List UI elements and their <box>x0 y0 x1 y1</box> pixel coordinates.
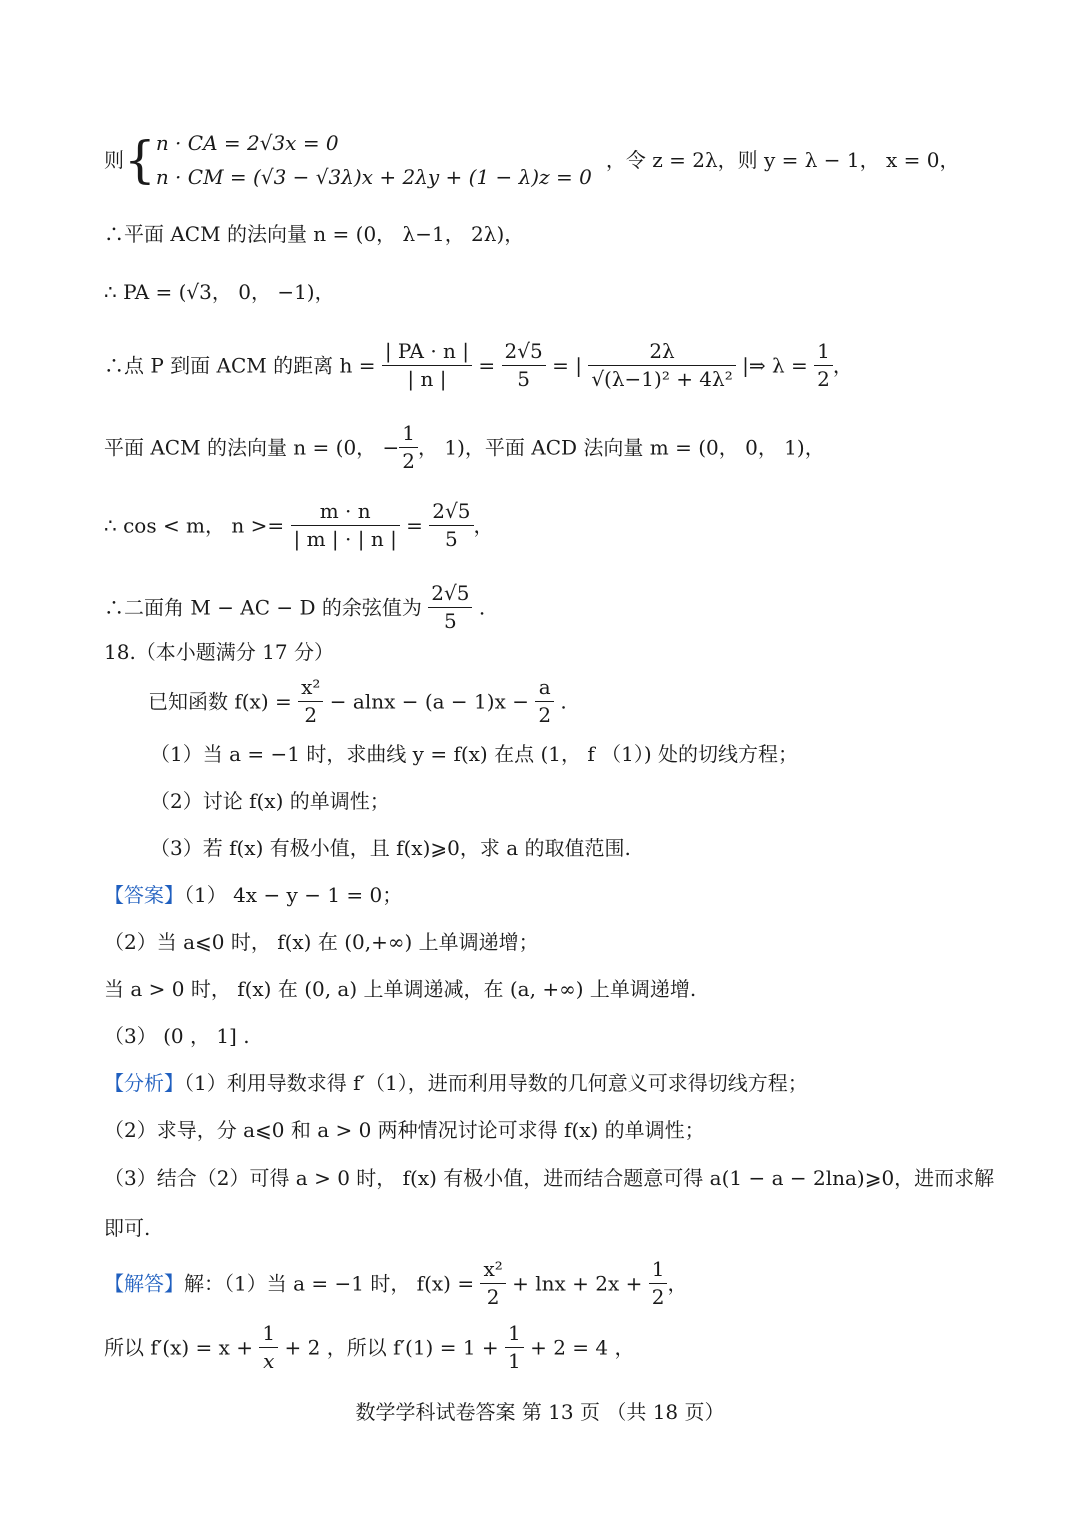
equation-system <box>156 126 592 194</box>
text-then: 则 <box>104 148 124 172</box>
equation-1: n · CA = 2√3x = 0 <box>155 131 339 155</box>
fraction-half <box>814 340 833 391</box>
question-18-part-1: （1）当 a = −1 时，求曲线 y = f(x) 在点 (1， f （1）) 处的切线方程； <box>150 742 798 766</box>
solution-line-1 <box>104 1258 687 1309</box>
numerator: 1 <box>508 1321 521 1345</box>
denominator: x <box>259 1347 278 1373</box>
fraction-x2-2 <box>298 676 323 727</box>
question-18-part-3: （3）若 f(x) 有极小值，且 f(x)⩾0，求 a 的取值范围. <box>150 836 631 860</box>
answer-line-1 <box>104 885 402 905</box>
text-given: 已知函数 f(x) = <box>148 689 292 714</box>
page-footer: 数学学科试卷答案 第 13 页 （共 18 页） <box>355 1400 725 1424</box>
denominator: 2 <box>535 701 554 727</box>
numerator: m · n <box>319 499 371 523</box>
text-dihedral: ∴二面角 M − AC − D 的余弦值为 <box>104 595 422 620</box>
text-let-z: ，令 z = 2λ，则 y = λ − 1， x = 0， <box>605 148 960 172</box>
analysis-tag: 【分析】 <box>104 1071 184 1095</box>
fraction-1-1 <box>505 1322 524 1373</box>
line-normal-vectors <box>104 422 825 473</box>
analysis-line-2: （2）求导，分 a⩽0 和 a > 0 两种情况讨论可求得 f(x) 的单调性； <box>104 1118 705 1142</box>
solution-tag: 【解答】 <box>104 1271 184 1296</box>
denominator: 5 <box>428 607 472 633</box>
answer-1: （1） 4x − y − 1 = 0； <box>184 883 403 907</box>
line-cosine: ∴ cos < m， n >= $\frac{m \cdot n}{| m | \cdot | n |}$ = $\frac{2√5}{5}$ ， <box>104 499 494 551</box>
text-cos: ∴ cos < m， n >= <box>104 513 285 538</box>
numerator: 1 <box>402 421 416 445</box>
answer-tag: 【答案】 <box>104 883 184 907</box>
analysis-line-1 <box>104 1073 808 1093</box>
answer-line-3: 当 a > 0 时， f(x) 在 (0, a) 上单调递减，在 (a, +∞) 上单调递增. <box>104 977 697 1001</box>
fraction-2root5-5 <box>502 340 546 391</box>
denominator: 2 <box>480 1283 505 1309</box>
denominator: | m | · | n | <box>291 525 400 551</box>
numerator: | PA · n | <box>384 339 470 363</box>
question-18-heading: 18.（本小题满分 17 分） <box>104 640 334 664</box>
solution-text-2c: + 2 = 4 ， <box>530 1335 635 1360</box>
denominator: 2 <box>649 1283 668 1309</box>
solution-text-1c: ， <box>667 1271 688 1296</box>
fraction-2root5-5 <box>428 582 472 633</box>
answer-line-4: （3） (0 ， 1] . <box>104 1024 250 1048</box>
line-vector-pa: ∴ PA = (√3， 0， −1)， <box>104 280 335 304</box>
denominator: 1 <box>505 1347 524 1373</box>
numerator: 1 <box>262 1321 276 1345</box>
solution-line-2 <box>104 1322 635 1373</box>
text-distance: ∴点 P 到面 ACM 的距离 h = <box>104 353 376 378</box>
numerator: 2√5 <box>431 581 470 605</box>
numerator: 1 <box>651 1257 665 1281</box>
analysis-line-4: 即可. <box>104 1216 151 1240</box>
solution-text-1b: + lnx + 2x + <box>512 1271 643 1296</box>
brace-icon: { <box>124 131 156 189</box>
solution-text-1: 解：（1）当 a = −1 时， f(x) = <box>184 1271 475 1296</box>
denominator: 2 <box>399 447 418 473</box>
fraction-1-x <box>259 1322 278 1373</box>
text-implies: ⇒ λ = <box>748 353 808 378</box>
numerator: 2√5 <box>504 339 543 363</box>
numerator: a <box>538 675 551 699</box>
text-normal-acm: 平面 ACM 的法向量 n = (0， − <box>104 435 400 460</box>
denominator: 5 <box>429 525 473 551</box>
numerator: 2λ <box>649 339 675 363</box>
numerator: x² <box>483 1257 503 1281</box>
denominator: 2 <box>814 365 833 391</box>
fraction-2root5-5 <box>429 500 473 551</box>
analysis-1: （1）利用导数求得 f′（1），进而利用导数的几何意义可求得切线方程； <box>184 1071 808 1095</box>
line-system <box>104 126 959 194</box>
fraction-mn <box>291 500 400 551</box>
fraction-lambda <box>588 340 735 391</box>
question-18-part-2: （2）讨论 f(x) 的单调性； <box>150 789 390 813</box>
line-dihedral: ∴二面角 M − AC − D 的余弦值为 $\frac{2√5}{5}$ . <box>104 581 486 633</box>
solution-text-2: 所以 f′(x) = x + <box>104 1335 254 1360</box>
denominator: √(λ−1)² + 4λ² <box>588 365 735 391</box>
analysis-line-3: （3）结合（2）可得 a > 0 时， f(x) 有极小值，进而结合题意可得 a(1 − a − 2lna)⩾0，进而求解 <box>104 1166 995 1190</box>
equation-2: n · CM = (√3 − √3λ)x + 2λy + (1 − λ)z = 0 <box>155 165 592 189</box>
text-normal-acd: ， 1)，平面 ACD 法向量 m = (0， 0， 1)， <box>418 435 825 460</box>
fraction-pa-n <box>382 340 472 391</box>
answer-line-2: （2）当 a⩽0 时， f(x) 在 (0,+∞) 上单调递增； <box>104 930 539 954</box>
numerator: 1 <box>817 339 830 363</box>
line-given-function: 已知函数 f(x) = $\frac{\text{x²}}{2}$ − alnx − (a − 1)x − $\frac{a}{2}$ . <box>148 675 567 727</box>
numerator: 2√5 <box>432 499 471 523</box>
fraction-x2-2 <box>480 1258 505 1309</box>
denominator: 2 <box>298 701 323 727</box>
solution-text-2b: + 2 ，所以 f′(1) = 1 + <box>284 1335 499 1360</box>
line-distance: ∴点 P 到面 ACM 的距离 h = $\frac{| PA \cdot n |}{| n |}$ = $\frac{2√5}{5}$ = | $\frac{2\lambda}{\text{√(λ−1)² + 4λ²}}$ |⇒ λ = $\frac{1}{2}$ ， <box>104 339 853 391</box>
text-given-mid: − alnx − (a − 1)x − <box>329 689 529 714</box>
fraction-half <box>649 1258 668 1309</box>
line-normal-vector-acm: ∴平面 ACM 的法向量 n = (0， λ−1， 2λ)， <box>104 222 525 246</box>
fraction-a-2 <box>535 676 554 727</box>
denominator: | n | <box>382 365 472 391</box>
numerator: x² <box>301 675 321 699</box>
denominator: 5 <box>502 365 546 391</box>
fraction-half <box>399 422 418 473</box>
